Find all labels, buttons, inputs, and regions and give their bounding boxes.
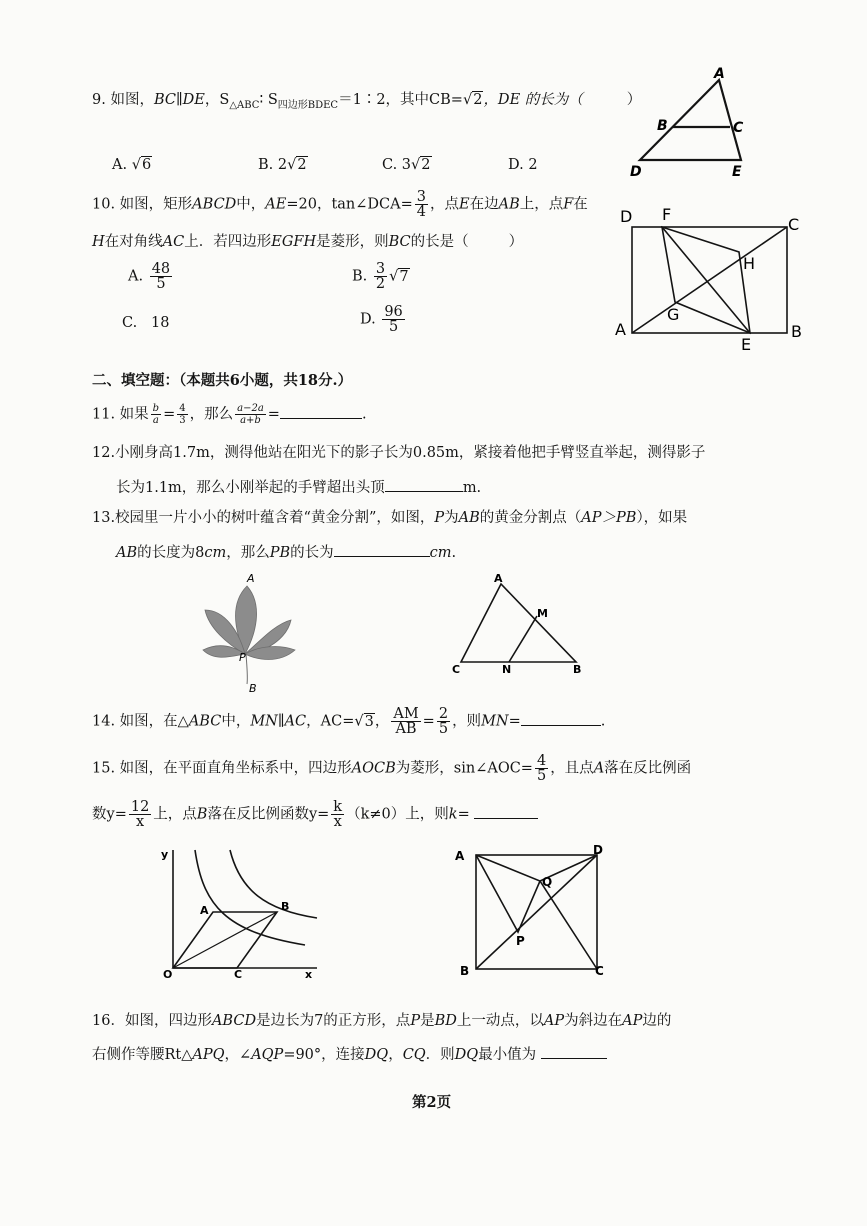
q13-triangle-figure [448,572,598,682]
q13-label-m: M [537,607,548,620]
q9-figure [625,66,765,181]
q16-label-d: D [593,843,603,857]
q10-opt-d-num: 96 [384,304,403,320]
q14-frac1 [391,707,420,736]
q10-opt-c-val: 18 [151,315,170,331]
q10-ab: AB [498,196,520,213]
q11-f2-num: 4 [179,403,186,414]
q14-ta: 如图，在△ [119,713,189,730]
q16-l2b: ，∠ [224,1047,252,1063]
q9-ratio: ＝1∶2，其中CB= [338,92,463,108]
q16-label-p: P [516,934,525,948]
q10-opt-a-num: 48 [151,261,171,277]
q16-cq: CQ [402,1047,426,1063]
q9-opt-a-letter: A. [112,157,128,173]
q16-triangle-apq [476,855,540,932]
q10-line2 [92,232,523,252]
q9-label-c: C [733,120,744,136]
q16-line1 [92,1011,671,1031]
q9-s2-sub: 四边形BDEC [277,99,339,111]
q11-frac1 [151,403,161,426]
q14-td: ， [374,713,390,730]
q13-l1b: 为 [444,510,459,526]
q16-l2a: 右侧作等腰Rt△ [92,1047,193,1063]
q16-l2d: ， [388,1047,403,1063]
q10-label-c: C [788,215,800,234]
q16-abcd: ABCD [211,1013,257,1029]
q11-frac3 [235,403,266,426]
q11-f1-num: b [152,403,160,414]
q10-l1e: 在边 [469,196,499,213]
q9-opt-d-letter: D. [508,157,524,173]
q16-l1b: 是边长为7的正方形，点 [256,1013,411,1029]
q13-pb: PB [269,545,291,561]
q14-f-num: AM [393,706,419,722]
q16-diagonal-bd [476,855,597,969]
q9-text-a: 如图， [110,92,154,108]
q13-label-a: A [494,572,503,585]
q10-opt-b-frac [374,262,387,291]
q16-l2e: ．则 [425,1047,455,1063]
q12-answer-blank[interactable] [385,477,463,492]
q10-l1g: 在 [573,196,588,213]
q10-l1f: 上，点 [519,196,564,213]
q10-figure [612,200,812,354]
q9-opt-c-letter: C. [382,157,398,173]
q14-answer-blank[interactable] [521,711,601,726]
leaf-stem [246,654,247,684]
q15-frac2 [331,800,344,829]
q11-f1-den: a [152,415,159,426]
q14-mn-ac: MN∥AC [250,713,307,730]
q10-l2a: 在对角线 [104,234,163,250]
q10-l1b: 中， [236,196,266,213]
q16-aqp: AQP [251,1047,284,1063]
q16-line2 [92,1044,607,1065]
q15-l2b: 上，点 [153,806,197,823]
q10-l1d: ，点 [430,196,459,213]
q10-opt-d-frac [382,305,404,334]
q15-frac1 [129,800,151,829]
q13-l1a: 13.校园里一片小小的树叶蕴含着“黄金分割”，如图， [92,510,435,526]
q13-ab: AB [458,510,480,526]
q13-l1d: ），如果 [636,510,688,526]
q15-l1d: 落在反比例函 [604,760,692,777]
q9-paren: ） [626,92,642,108]
q13-triangle [461,584,576,662]
q16-apq: APQ [192,1047,225,1063]
q11-end: . [361,406,367,423]
q14-number: 14. [92,713,116,730]
q16-segment-cq [540,881,597,969]
q10-l1c: =20，tan∠DCA= [286,196,413,213]
q9-label-d: D [630,164,642,180]
q9-opt-d-val: 2 [528,157,538,173]
q9-sqrt: √2 [462,92,483,108]
q9-option-c[interactable]: C. 3√2 [382,157,431,173]
q10-option-a[interactable] [128,262,174,291]
q16-p: P [410,1013,421,1029]
q14-tb: 中， [221,713,251,730]
q10-tan-frac [415,190,428,219]
q13-line1 [92,508,687,528]
q10-opt-a-frac [150,262,172,291]
q14-eq: = [422,713,435,730]
q10-ae: AE [265,196,287,213]
q16-l1a: 16．如图，四边形 [92,1013,212,1029]
q9-opt-c-coef: 3 [401,157,412,173]
q16-l2c: =90°，连接 [283,1047,365,1063]
q13-l2-ab: AB [116,545,138,561]
q16-l2f: 最小值为 [478,1047,537,1063]
q16-dq2: DQ [454,1047,479,1063]
q14-abc: ABC [188,713,222,730]
q15-line1 [92,754,691,783]
q16-dq: DQ [364,1047,389,1063]
q13-leaf-label-a: A [247,572,255,585]
q13-unit: cm [429,545,452,561]
q12-l2: 长为1.1m，那么小刚举起的手臂超出头顶 [116,480,385,496]
q15-l2a: 数y= [92,806,127,823]
q14-tf: = [508,713,521,730]
q9-triangle [640,80,741,160]
q15-answer-blank[interactable] [474,804,538,819]
section-fill-in-heading: 二、填空题：（本题共6小题，共18分.） [92,372,353,389]
q15-l2c: 落在反比例函数y= [207,806,330,823]
q9-s1-sub: △ABC [229,99,260,111]
q13-cond: AP＞PB [581,510,637,526]
q13-cm: cm [204,545,227,561]
q9-label-a: A [714,66,725,82]
q15-f1-den: x [135,814,145,830]
q10-label-d: D [620,207,633,226]
q16-label-b: B [460,964,470,978]
q11-f3-den: a+b [240,415,261,426]
q14-mn: MN [481,713,509,730]
q10-option-d[interactable] [360,305,407,334]
q10-opt-b-den: 2 [375,276,386,292]
q9-de-text: ，DE 的长为（ [483,92,583,108]
q10-h: H [92,234,105,250]
q15-curve-k-over-x [230,850,317,918]
q11-answer-blank[interactable] [280,404,362,419]
q13-leaf-label-p: P [239,651,246,664]
q10-e: E [459,196,470,213]
q13-end: . [451,545,457,561]
q15-f2-den: x [333,814,342,830]
q11-eq2: = [267,406,280,423]
q14-stem: 14. 如图，在△ABC中，MN∥AC，AC=√3， $\frac{AM}{AB}$ = $\frac{2}{5}$ ，则MN= . [92,706,606,737]
q15-a: A [593,760,605,777]
q15-label-a: A [200,904,209,917]
q13-label-c: C [452,663,461,676]
q16-ap2: AP [622,1013,643,1029]
q10-label-b: B [791,322,802,341]
q9-stem [92,90,641,111]
q9-label-b: B [657,118,668,134]
q9-option-d[interactable] [508,155,538,175]
q10-label-f: F [662,205,672,224]
q13-label-n: N [502,663,512,676]
q14-f-den: AB [395,721,417,737]
q9-opt-a-rad: 6 [141,157,152,173]
q13-answer-blank[interactable] [334,542,430,557]
q9-opt-b-coef: 2 [277,157,288,173]
q15-label-x: x [305,968,313,981]
q10-l2d: 的长是（ [410,234,469,250]
q9-number: 9. [92,92,106,108]
q10-abcd: ABCD [192,196,237,213]
q15-f1-num: 12 [130,799,150,815]
q12-line1: 12.小刚身高1.7m，测得他站在阳光下的影子长为0.85m，紧接着他把手臂竖直举起，测得影子 [92,445,706,461]
q10-opt-c: C. [122,315,138,331]
q15-diagonal [173,912,277,968]
q9-opt-b-letter: B. [258,157,274,173]
q10-number: 10. [92,196,116,213]
q15-l1a: 如图，在平面直角坐标系中，四边形 [119,760,352,777]
q14-te: ，则 [452,713,482,730]
q11-text2: ，那么 [189,406,234,423]
q14-frac2 [437,707,450,736]
q10-opt-d-den: 5 [388,319,399,335]
leaf-icon [203,586,295,660]
q16-l1f: 边的 [642,1013,672,1029]
q10-opt-d: D. [360,311,376,328]
q13-p: P [434,510,445,526]
q16-l1e: 为斜边在 [564,1013,623,1029]
q15-k: k [448,806,458,823]
q12-line2 [116,477,481,498]
q9-opt-b-rad: 2 [297,157,307,173]
q14-v-num: 2 [438,706,449,722]
q15-graph-figure [155,840,330,985]
q10-option-b[interactable]: B. $\frac{3}{2}$ √7 [352,261,409,292]
q16-ap: AP [543,1013,565,1029]
q10-l1a: 如图，矩形 [119,196,193,213]
q9-colon: ∶ S [259,92,278,108]
q10-bc: BC [388,234,411,250]
q10-tan-den: 4 [416,204,426,220]
q10-opt-b: B. [352,268,368,285]
q9-s1: ，S [204,92,230,108]
q10-ac: AC [162,234,185,250]
q10-l2c: 是菱形，则 [316,234,389,250]
q15-l2e: = [457,806,470,823]
q16-label-c: C [595,964,604,978]
q15-l1b: 为菱形，sin∠AOC= [395,760,533,777]
q14-tc: ，AC= [306,713,355,730]
q9-bc-de: BC∥DE [153,92,205,108]
q15-curve-12-over-x [195,850,305,945]
q15-l1c: ，且点 [550,760,594,777]
q12-unit: m. [462,480,482,496]
q16-bd: BD [434,1013,457,1029]
q9-label-e: E [732,164,742,180]
q16-l1d: 上一动点，以 [456,1013,544,1029]
q13-leaf-label-b: B [249,682,257,695]
q10-label-g: G [667,305,680,324]
q13-l2a: 的长度为8 [137,545,205,561]
q10-opt-a-den: 5 [156,276,166,292]
q10-line1 [92,190,588,219]
q13-leaf-figure [195,572,315,697]
q15-sin-num: 4 [536,753,547,769]
q11-f2-den: 3 [179,415,186,426]
q10-label-h: H [743,254,756,273]
q9-option-b[interactable]: B. 2√2 [258,157,307,173]
q14-rad: 3 [364,713,374,730]
q13-label-b: B [573,663,582,676]
page-footer: 第2页 [412,1094,452,1111]
q9-sqrt-val: 2 [473,92,483,108]
q15-label-c: C [234,968,243,981]
q10-label-a: A [615,320,626,339]
q10-label-e: E [741,335,752,354]
q15-sin-frac [535,754,548,783]
q16-l1c: 是 [420,1013,435,1029]
q11-frac2 [177,403,187,426]
q16-square-figure [450,842,620,982]
q9-option-a[interactable]: A. √6 [112,157,152,173]
q10-opt-a: A. [128,268,144,285]
q11-number: 11. [92,406,116,423]
q15-sin-den: 5 [536,768,547,784]
q13-l1c: 的黄金分割点（ [479,510,582,526]
q15-line2 [92,800,538,829]
q11-stem [92,403,367,426]
q16-label-q: Q [542,875,553,889]
q15-aocb: AOCB [351,760,396,777]
q11-eq1: = [163,406,176,423]
q13-l2c: 的长为 [290,545,334,561]
q16-answer-blank[interactable] [541,1044,607,1059]
q15-number: 15. [92,760,116,777]
q15-label-o: O [163,968,173,981]
q14-end: . [600,713,606,730]
q11-f3-num: a−2a [237,403,264,414]
q15-f2-num: k [333,799,343,815]
q10-l2b: 上．若四边形 [184,234,272,250]
q10-tan-num: 3 [416,189,426,205]
q16-label-a: A [455,849,465,863]
q10-f: F [563,196,574,213]
q13-segment-mn [509,616,537,662]
q13-l2b: ，那么 [226,545,270,561]
q15-b: B [196,806,208,823]
q15-l2d: （k≠0）上，则 [346,806,449,823]
q13-line2 [116,542,456,563]
q10-option-c[interactable] [122,313,169,333]
q10-opt-b-rad: 7 [399,268,409,285]
q15-label-b: B [281,900,290,913]
q15-label-y: y [161,848,169,861]
q10-efgh: EGFH [271,234,317,250]
q10-paren: ） [508,234,524,250]
q9-opt-c-rad: 2 [421,157,431,173]
q11-text: 如果 [119,406,149,423]
q14-v-den: 5 [438,721,449,737]
q10-opt-b-num: 3 [375,261,386,277]
